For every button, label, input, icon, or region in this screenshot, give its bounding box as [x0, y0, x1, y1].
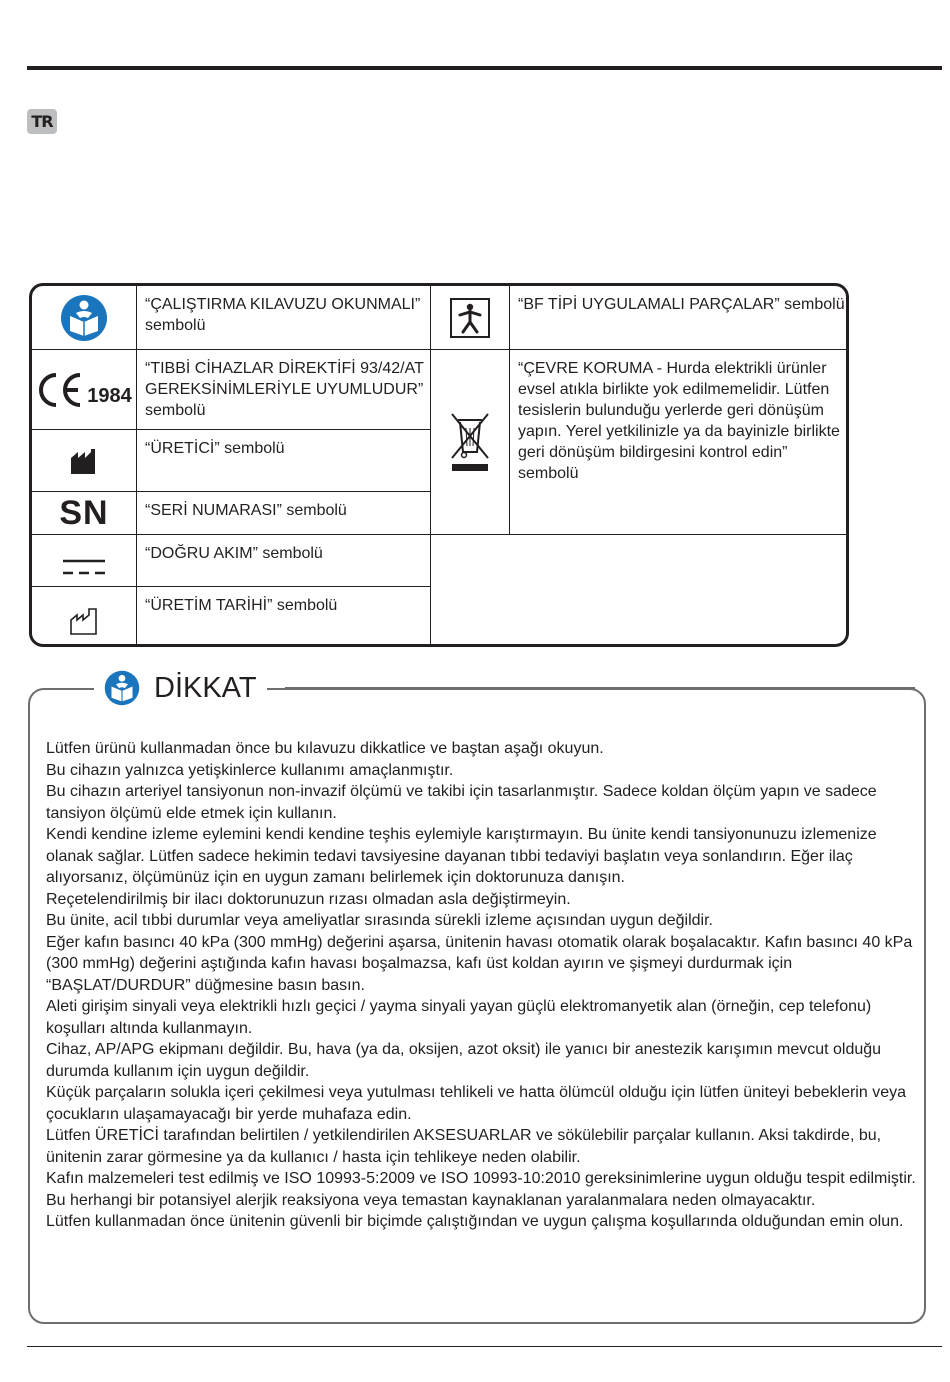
- caution-paragraph: Bu cihazın arteriyel tansiyonun non-invazif ölçümü ve takibi için tasarlanmıştır. Sadece koldan ölçüm yapın ve sadece tansiyon ölçümü elde etmek için kullanın.: [46, 783, 877, 822]
- bottom-rule: [27, 1346, 942, 1347]
- caution-paragraph: Bu cihazın yalnızca yetişkinlerce kullanımı amaçlanmıştır.: [46, 761, 454, 779]
- symbol-table: [29, 283, 849, 647]
- weee-icon-cell: [431, 350, 509, 534]
- top-rule: [27, 66, 942, 70]
- ce-mark-icon: [36, 371, 84, 409]
- serial-number-icon: SN: [59, 493, 109, 532]
- caution-paragraph: Aleti girişim sinyali veya elektrikli hızlı geçici / yayma sinyali yayan güçlü elektromanyetik alan (örneğin, cep telefonu) koşulları altında kullanmayın.: [46, 998, 872, 1037]
- manufacture-date-icon: [69, 607, 99, 635]
- language-badge: TR: [27, 109, 57, 134]
- read-manual-icon: [104, 670, 140, 706]
- caution-paragraph: Bu ünite, acil tıbbi durumlar veya ameliyatlar sırasında sürekli izleme açısından uygun değildir.: [46, 912, 713, 929]
- manufacturer-symbol-desc: “ÜRETİCİ” sembolü: [145, 440, 285, 457]
- date-symbol-desc: “ÜRETİM TARİHİ” sembolü: [145, 597, 338, 614]
- ce-number: 1984: [87, 385, 132, 407]
- caution-paragraph: Lütfen kullanmadan önce ünitenin güvenli bir biçimde çalıştığından ve uygun çalışma koşullarında olduğundan emin olun.: [46, 1213, 904, 1230]
- direct-current-icon: [62, 557, 106, 577]
- caution-paragraph: Kafın malzemeleri test edilmiş ve ISO 10993-5:2009 ve ISO 10993-10:2010 gereksinimlerine uygun olduğu tespit edilmiştir. Bu herhangi bir potansiyel alerjik reaksiyona veya temastan kaynaklanan yaralanmalara neden olmayacaktır.: [46, 1170, 916, 1209]
- manufacturer-icon-cell: [32, 430, 136, 491]
- caution-paragraph: Eğer kafın basıncı 40 kPa (300 mmHg) değerini aşarsa, ünitenin havası otomatik olarak boşalacaktır. Kafın basıncı 40 kPa (300 mmHg) değerini aştığında kafın havası boşalmazsa, kafı üst koldan ayırın ve şişmeyi durdurmak için “BAŞLAT/DURDUR” düğmesine basın basın.: [46, 933, 913, 994]
- manual-icon-cell: [32, 286, 136, 349]
- bf-symbol-desc: “BF TİPİ UYGULAMALI PARÇALAR” sembolü: [518, 296, 845, 313]
- caution-paragraph: Kendi kendine izleme eylemini kendi kendine teşhis eylemiyle karıştırmayın. Bu ünite kendi tansiyonunuzu izlemenize olanak sağlar. Lütfen sadece hekimin tedavi tavsiyesine dayanan tıbbi tedaviyi başlatın veya sonlandırın. Eğer ilaç alıyorsanız, ölçümünüz için en uygun zamanı belirlemek için doktorunuza danışın.: [46, 826, 877, 886]
- ce-symbol-desc: “TIBBİ CİHAZLAR DİREKTİFİ 93/42/AT GEREKSİNİMLERİYLE UYUMLUDUR” sembolü: [145, 360, 424, 419]
- weee-symbol-desc: “ÇEVRE KORUMA - Hurda elektrikli ürünler evsel atıkla birlikte yok edilmemelidir. Lütfen tesislerin bulunduğu yerlerde geri dönüşüm yapın. Yerel yetkilinizle ya da bayinizle birlikte geri dönüşüm bildirgesini kontrol edin” sembolü: [518, 360, 840, 482]
- caution-paragraph: Reçetelendirilmiş bir ilacı doktorunuzun rızası olmadan asla değiştirmeyin.: [46, 890, 571, 908]
- weee-bin-icon: [448, 410, 492, 474]
- caution-title: DİKKAT: [154, 671, 257, 704]
- date-icon-cell: [32, 587, 136, 644]
- caution-title-rule: [285, 687, 915, 689]
- caution-paragraph: Küçük parçaların solukla içeri çekilmesi veya yutulması tehlikeli ve hatta ölümcül olduğu için lütfen üniteyi bebeklerin veya çocukların ulaşamayacağı bir yerde muhafaza edin.: [46, 1084, 906, 1123]
- dc-icon-cell: [32, 535, 136, 586]
- sn-icon-cell: [32, 492, 136, 534]
- manual-symbol-desc: “ÇALIŞTIRMA KILAVUZU OKUNMALI” sembolü: [145, 296, 421, 334]
- bf-icon-cell: [431, 286, 509, 349]
- serial-symbol-desc: “SERİ NUMARASI” sembolü: [145, 502, 347, 519]
- caution-paragraph: Cihaz, AP/APG ekipmanı değildir. Bu, hava (ya da, oksijen, azot oksit) ile yanıcı bir anestezik karışımın mevcut olduğu durumda kullanım için uygun değildir.: [46, 1041, 882, 1080]
- caution-text: [46, 738, 916, 1233]
- read-manual-icon: [60, 294, 108, 342]
- bf-type-icon: [450, 298, 490, 338]
- caution-heading: [94, 668, 267, 708]
- manufacturer-factory-icon: [69, 448, 99, 474]
- caution-paragraph: Lütfen ürünü kullanmadan önce bu kılavuzu dikkatlice ve baştan aşağı okuyun.: [46, 740, 604, 757]
- dc-symbol-desc: “DOĞRU AKIM” sembolü: [145, 545, 323, 562]
- caution-paragraph: Lütfen ÜRETİCİ tarafından belirtilen / yetkilendirilen AKSESUARLAR ve sökülebilir parçalar kullanın. Aksi takdirde, bu, ünitenin zarar görmesine ya da kullanıcı / hasta için tehlikeye neden olabilir.: [46, 1127, 882, 1166]
- ce-icon-cell: [32, 350, 136, 429]
